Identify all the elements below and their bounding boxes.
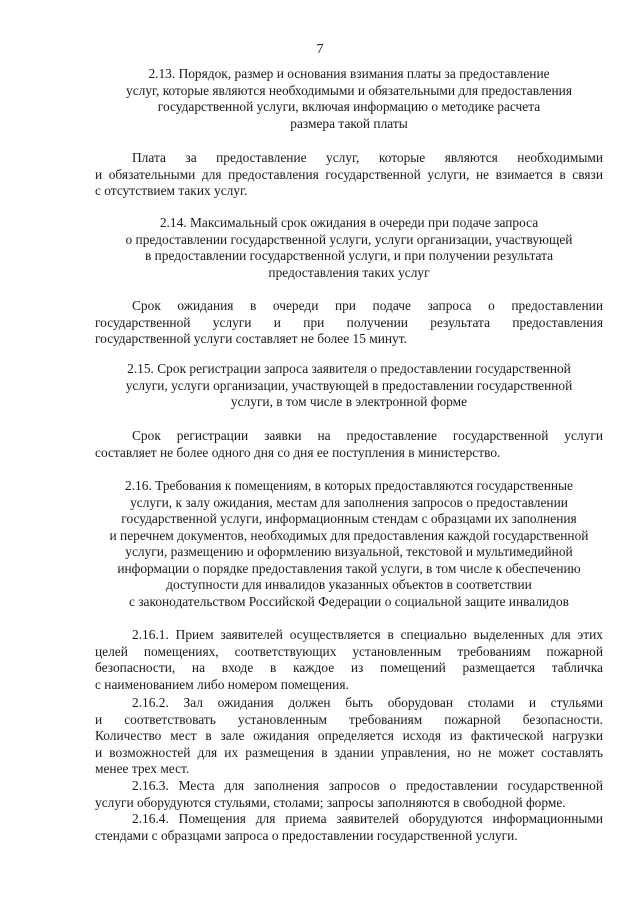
body-line: и обязательными для предоставления государственной услуги, не взимается в связи <box>95 166 603 182</box>
heading-line: предоставления таких услуг <box>268 264 430 280</box>
body-line: Количество мест в зале ожидания определяется исходя из фактической нагрузки <box>95 728 603 743</box>
body-line: Срок регистрации заявки на предоставление государственной услуги <box>132 428 603 443</box>
heading-line: и перечнем документов, необходимых для предоставления каждой государственной <box>109 527 589 543</box>
body-line: целей помещениях, соответствующих установленным требованиям пожарной <box>95 643 603 659</box>
heading-line: о предоставлении государственной услуги, услуги организации, участвующей <box>125 231 573 247</box>
heading-line: услуг, которые являются необходимыми и обязательными для предоставления <box>126 82 572 98</box>
heading-line: 2.15. Срок регистрации запроса заявителя о предоставлении государственной <box>127 361 571 376</box>
body-line: 2.16.3. Места для заполнения запросов о предоставлении государственной <box>132 778 603 793</box>
section-2-14-heading <box>95 215 603 281</box>
body-line: государственной услуги составляет не более 15 минут. <box>95 331 407 346</box>
paragraph-2-16-3 <box>95 778 603 811</box>
heading-line: государственной услуги, включая информацию о методике расчета <box>157 99 541 114</box>
section-2-13-body <box>95 150 603 200</box>
body-line: 2.16.2. Зал ожидания должен быть оборудован столами и стульями <box>132 695 603 710</box>
section-2-15-body <box>95 428 603 461</box>
heading-line: услуги, услуги организации, участвующей в предоставлении государственной <box>125 377 573 393</box>
heading-line: с законодательством Российской Федерации о социальной защите инвалидов <box>128 593 570 609</box>
body-line: Плата за предоставление услуг, которые являются необходимыми <box>132 150 603 165</box>
body-line: менее трех мест. <box>95 761 190 776</box>
section-2-16-heading <box>95 478 603 610</box>
heading-line: информации о порядке предоставления такой услуги, в том числе к обеспечению <box>117 560 581 576</box>
heading-line: услуги, размещению и оформлению визуальной, текстовой и мультимедийной <box>125 544 573 559</box>
section-2-13-heading <box>95 66 603 132</box>
body-line: Срок ожидания в очереди при подаче запроса о предоставлении <box>132 298 603 313</box>
section-2-14-body <box>95 298 603 348</box>
heading-line: услуги, к залу ожидания, местам для заполнения запросов о предоставлении <box>130 494 568 510</box>
heading-line: 2.13. Порядок, размер и основания взимания платы за предоставление <box>148 66 550 81</box>
body-line: государственной услуги и при получении результата предоставления <box>95 314 603 330</box>
body-line: 2.16.4. Помещения для приема заявителей оборудуются информационными <box>132 811 603 826</box>
body-line: 2.16.1. Прием заявителей осуществляется в специально выделенных для этих <box>132 627 603 642</box>
paragraph-2-16-2 <box>95 695 603 778</box>
body-line: и возможностей для их размещения в здании управления, но не может составлять <box>95 744 603 760</box>
heading-line: услуги, в том числе в электронной форме <box>230 394 468 409</box>
heading-line: доступности для инвалидов указанных объектов в соответствии <box>166 577 532 592</box>
page-number: 7 <box>316 42 324 57</box>
paragraph-2-16-1 <box>95 627 603 693</box>
heading-line: 2.14. Максимальный срок ожидания в очереди при подаче запроса <box>159 215 539 230</box>
heading-line: 2.16. Требования к помещениям, в которых предоставляются государственные <box>125 478 573 493</box>
body-line: услуги оборудуются стульями, столами; запросы заполняются в свободной форме. <box>95 794 566 810</box>
heading-line: государственной услуги, информационным стендам с образцами их заполнения <box>121 511 577 526</box>
body-line: с отсутствием таких услуг. <box>95 183 248 198</box>
section-2-15-heading <box>95 361 603 411</box>
body-line: составляет не более одного дня со дня ее поступления в министерство. <box>95 444 501 460</box>
body-line: с наименованием либо номером помещения. <box>95 676 349 692</box>
heading-line: размера такой платы <box>290 115 408 131</box>
body-line: безопасности, на входе в каждое из помещений размещается табличка <box>95 660 603 675</box>
paragraph-2-16-4 <box>95 811 603 844</box>
body-line: стендами с образцами запроса о предоставлении государственной услуги. <box>95 827 518 843</box>
heading-line: в предоставлении государственной услуги, и при получении результата <box>144 248 554 263</box>
body-line: и соответствовать установленным требованиям пожарной безопасности. <box>95 711 603 727</box>
